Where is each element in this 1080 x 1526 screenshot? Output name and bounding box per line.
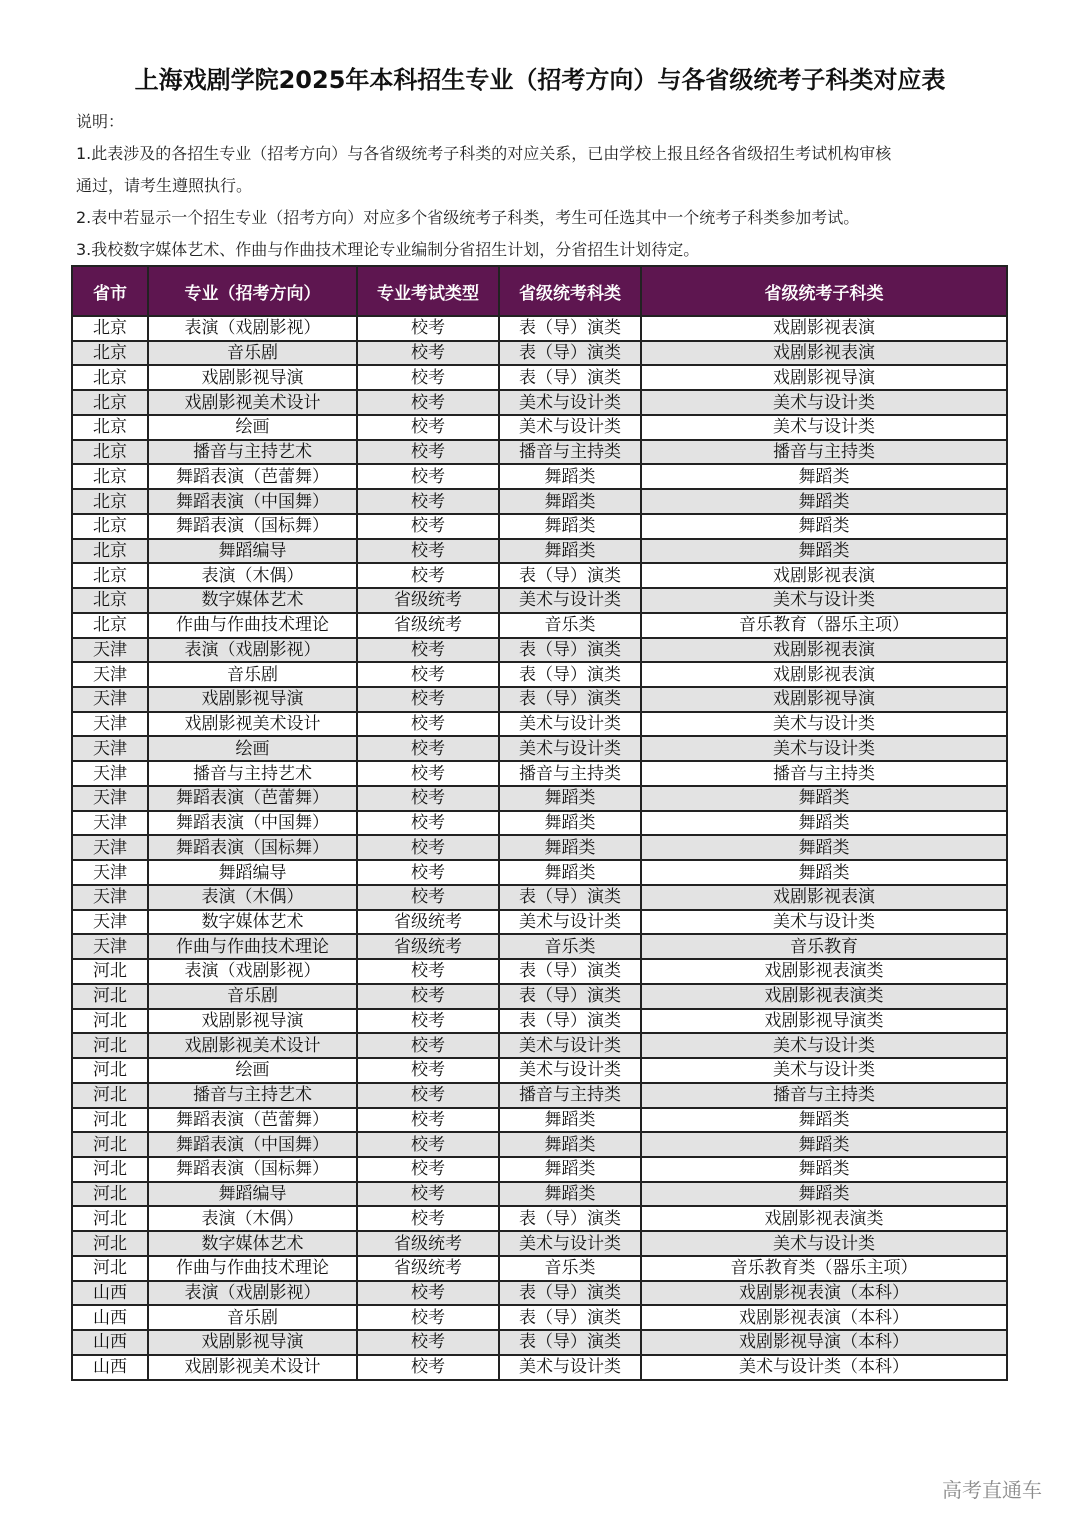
cell-major: 数字媒体艺术 [148,1231,357,1256]
cell-province: 河北 [72,1231,148,1256]
table-row [72,1281,1007,1306]
cell-province: 山西 [72,1305,148,1330]
header-category: 省级统考科类 [499,266,641,316]
cell-exam-type: 校考 [357,1058,499,1083]
cell-subcategory: 美术与设计类 [641,1058,1007,1083]
cell-exam-type: 省级统考 [357,1256,499,1281]
cell-subcategory: 舞蹈类 [641,464,1007,489]
cell-major: 表演（木偶） [148,885,357,910]
cell-category: 舞蹈类 [499,464,641,489]
note-line: 通过，请考生遵照执行。 [76,176,253,195]
table-row [72,390,1007,415]
cell-exam-type: 校考 [357,885,499,910]
cell-exam-type: 校考 [357,712,499,737]
cell-category: 舞蹈类 [499,1132,641,1157]
cell-exam-type: 校考 [357,489,499,514]
cell-province: 天津 [72,934,148,959]
cell-province: 北京 [72,514,148,539]
cell-category: 舞蹈类 [499,786,641,811]
cell-province: 山西 [72,1330,148,1355]
cell-subcategory: 戏剧影视导演 [641,365,1007,390]
cell-category: 表（导）演类 [499,1281,641,1306]
cell-major: 舞蹈表演（国标舞） [148,835,357,860]
cell-major: 播音与主持艺术 [148,761,357,786]
table-row [72,1009,1007,1034]
cell-subcategory: 美术与设计类 [641,1231,1007,1256]
note-line: 2.表中若显示一个招生专业（招考方向）对应多个省级统考子科类，考生可任选其中一个统考子科类参加考试。 [76,208,860,227]
cell-province: 天津 [72,786,148,811]
cell-category: 美术与设计类 [499,390,641,415]
cell-subcategory: 舞蹈类 [641,1132,1007,1157]
watermark: 高考直通车 [942,1478,1042,1502]
cell-major: 舞蹈表演（国标舞） [148,1157,357,1182]
cell-exam-type: 校考 [357,761,499,786]
cell-exam-type: 校考 [357,687,499,712]
table-row [72,984,1007,1009]
cell-category: 播音与主持类 [499,761,641,786]
cell-major: 舞蹈编导 [148,1182,357,1207]
cell-subcategory: 美术与设计类 [641,390,1007,415]
cell-exam-type: 省级统考 [357,934,499,959]
cell-exam-type: 省级统考 [357,613,499,638]
table-row [72,563,1007,588]
table-row [72,662,1007,687]
table-row [72,811,1007,836]
cell-exam-type: 校考 [357,1355,499,1380]
cell-category: 美术与设计类 [499,1355,641,1380]
cell-major: 舞蹈编导 [148,539,357,564]
cell-exam-type: 校考 [357,341,499,366]
cell-exam-type: 校考 [357,1108,499,1133]
cell-category: 表（导）演类 [499,316,641,341]
cell-subcategory: 音乐教育 [641,934,1007,959]
table-body [72,316,1007,1380]
cell-exam-type: 校考 [357,1330,499,1355]
cell-category: 美术与设计类 [499,1058,641,1083]
cell-category: 舞蹈类 [499,514,641,539]
table-row [72,934,1007,959]
cell-category: 表（导）演类 [499,662,641,687]
cell-category: 舞蹈类 [499,489,641,514]
cell-category: 美术与设计类 [499,712,641,737]
cell-category: 舞蹈类 [499,860,641,885]
cell-category: 美术与设计类 [499,1033,641,1058]
table-row [72,1058,1007,1083]
cell-province: 河北 [72,1009,148,1034]
cell-category: 美术与设计类 [499,910,641,935]
cell-major: 数字媒体艺术 [148,588,357,613]
cell-subcategory: 戏剧影视表演（本科） [641,1305,1007,1330]
cell-exam-type: 校考 [357,316,499,341]
table-row [72,1182,1007,1207]
cell-major: 播音与主持艺术 [148,1083,357,1108]
note-line: 3.我校数字媒体艺术、作曲与作曲技术理论专业编制分省招生计划，分省招生计划待定。 [76,240,700,259]
cell-major: 舞蹈编导 [148,860,357,885]
table-row [72,885,1007,910]
cell-province: 北京 [72,613,148,638]
cell-major: 戏剧影视导演 [148,1330,357,1355]
cell-exam-type: 校考 [357,1182,499,1207]
cell-exam-type: 校考 [357,1132,499,1157]
cell-major: 表演（戏剧影视） [148,316,357,341]
cell-major: 舞蹈表演（中国舞） [148,1132,357,1157]
cell-category: 音乐类 [499,934,641,959]
cell-exam-type: 校考 [357,811,499,836]
cell-major: 数字媒体艺术 [148,910,357,935]
cell-subcategory: 戏剧影视表演 [641,341,1007,366]
cell-category: 表（导）演类 [499,1305,641,1330]
cell-exam-type: 省级统考 [357,910,499,935]
cell-subcategory: 美术与设计类 [641,1033,1007,1058]
header-province: 省市 [72,266,148,316]
cell-subcategory: 戏剧影视表演 [641,662,1007,687]
cell-major: 戏剧影视美术设计 [148,390,357,415]
cell-province: 天津 [72,811,148,836]
cell-category: 表（导）演类 [499,1330,641,1355]
cell-province: 山西 [72,1355,148,1380]
table-row [72,588,1007,613]
cell-province: 河北 [72,1206,148,1231]
cell-category: 表（导）演类 [499,885,641,910]
header-subcategory: 省级统考子科类 [641,266,1007,316]
cell-major: 表演（木偶） [148,1206,357,1231]
cell-subcategory: 戏剧影视导演类 [641,1009,1007,1034]
cell-province: 山西 [72,1281,148,1306]
cell-subcategory: 戏剧影视表演 [641,563,1007,588]
table-header-row [72,266,1007,316]
cell-category: 表（导）演类 [499,984,641,1009]
cell-major: 绘画 [148,736,357,761]
table-row [72,638,1007,663]
cell-province: 河北 [72,1256,148,1281]
cell-province: 北京 [72,390,148,415]
cell-major: 舞蹈表演（芭蕾舞） [148,786,357,811]
cell-major: 戏剧影视导演 [148,365,357,390]
table-row [72,1206,1007,1231]
cell-province: 天津 [72,910,148,935]
cell-exam-type: 省级统考 [357,1231,499,1256]
cell-subcategory: 美术与设计类 [641,712,1007,737]
cell-major: 作曲与作曲技术理论 [148,613,357,638]
cell-exam-type: 校考 [357,415,499,440]
table-row [72,464,1007,489]
cell-category: 播音与主持类 [499,1083,641,1108]
cell-province: 北京 [72,539,148,564]
cell-category: 音乐类 [499,613,641,638]
cell-category: 美术与设计类 [499,588,641,613]
table-row [72,910,1007,935]
table-row [72,761,1007,786]
cell-major: 表演（戏剧影视） [148,638,357,663]
table-row [72,539,1007,564]
cell-subcategory: 舞蹈类 [641,514,1007,539]
cell-exam-type: 校考 [357,860,499,885]
cell-subcategory: 舞蹈类 [641,1108,1007,1133]
cell-subcategory: 戏剧影视表演 [641,885,1007,910]
cell-major: 表演（戏剧影视） [148,959,357,984]
page-title: 上海戏剧学院2025年本科招生专业（招考方向）与各省级统考子科类对应表 [134,66,946,94]
cell-province: 北京 [72,341,148,366]
cell-category: 表（导）演类 [499,1009,641,1034]
header-major: 专业（招考方向） [148,266,357,316]
cell-major: 戏剧影视美术设计 [148,1033,357,1058]
cell-subcategory: 美术与设计类 [641,736,1007,761]
table-row [72,1108,1007,1133]
cell-exam-type: 校考 [357,786,499,811]
cell-subcategory: 舞蹈类 [641,811,1007,836]
table-row [72,613,1007,638]
cell-province: 北京 [72,489,148,514]
correspondence-table [71,265,1008,1381]
cell-category: 播音与主持类 [499,440,641,465]
cell-province: 河北 [72,959,148,984]
cell-exam-type: 校考 [357,365,499,390]
cell-exam-type: 校考 [357,390,499,415]
cell-exam-type: 省级统考 [357,588,499,613]
cell-major: 戏剧影视美术设计 [148,712,357,737]
table-row [72,860,1007,885]
cell-category: 舞蹈类 [499,1157,641,1182]
table-row [72,1330,1007,1355]
cell-exam-type: 校考 [357,464,499,489]
table-row [72,1132,1007,1157]
cell-subcategory: 舞蹈类 [641,1157,1007,1182]
cell-subcategory: 戏剧影视导演（本科） [641,1330,1007,1355]
cell-category: 美术与设计类 [499,1231,641,1256]
cell-major: 戏剧影视导演 [148,687,357,712]
cell-subcategory: 舞蹈类 [641,539,1007,564]
table-row [72,712,1007,737]
cell-major: 表演（戏剧影视） [148,1281,357,1306]
cell-exam-type: 校考 [357,514,499,539]
table-row [72,415,1007,440]
cell-category: 表（导）演类 [499,365,641,390]
cell-exam-type: 校考 [357,563,499,588]
cell-major: 音乐剧 [148,662,357,687]
cell-subcategory: 美术与设计类 [641,910,1007,935]
table-row [72,1157,1007,1182]
cell-exam-type: 校考 [357,736,499,761]
cell-exam-type: 校考 [357,440,499,465]
cell-subcategory: 美术与设计类 [641,415,1007,440]
cell-category: 表（导）演类 [499,341,641,366]
cell-exam-type: 校考 [357,1206,499,1231]
note-line: 1.此表涉及的各招生专业（招考方向）与各省级统考子科类的对应关系，已由学校上报且经各省级招生考试机构审核 [76,144,892,163]
cell-category: 表（导）演类 [499,959,641,984]
cell-subcategory: 戏剧影视表演类 [641,1206,1007,1231]
cell-subcategory: 戏剧影视导演 [641,687,1007,712]
table-row [72,687,1007,712]
cell-province: 北京 [72,365,148,390]
cell-province: 天津 [72,835,148,860]
cell-province: 天津 [72,860,148,885]
table-row [72,736,1007,761]
cell-province: 天津 [72,761,148,786]
cell-subcategory: 播音与主持类 [641,761,1007,786]
cell-subcategory: 舞蹈类 [641,786,1007,811]
cell-category: 音乐类 [499,1256,641,1281]
table-row [72,341,1007,366]
cell-province: 河北 [72,1157,148,1182]
cell-subcategory: 播音与主持类 [641,440,1007,465]
cell-subcategory: 戏剧影视表演（本科） [641,1281,1007,1306]
header-exam-type: 专业考试类型 [357,266,499,316]
cell-exam-type: 校考 [357,959,499,984]
table-row [72,1305,1007,1330]
cell-subcategory: 戏剧影视表演 [641,638,1007,663]
cell-category: 美术与设计类 [499,415,641,440]
cell-major: 音乐剧 [148,984,357,1009]
cell-province: 北京 [72,440,148,465]
cell-province: 天津 [72,638,148,663]
cell-category: 表（导）演类 [499,638,641,663]
cell-province: 北京 [72,316,148,341]
cell-major: 音乐剧 [148,1305,357,1330]
cell-province: 天津 [72,885,148,910]
cell-province: 北京 [72,588,148,613]
cell-subcategory: 舞蹈类 [641,835,1007,860]
cell-exam-type: 校考 [357,984,499,1009]
table-row [72,440,1007,465]
cell-category: 表（导）演类 [499,687,641,712]
cell-subcategory: 播音与主持类 [641,1083,1007,1108]
cell-province: 河北 [72,1108,148,1133]
table-row [72,1355,1007,1380]
cell-exam-type: 校考 [357,1305,499,1330]
cell-major: 戏剧影视美术设计 [148,1355,357,1380]
cell-subcategory: 音乐教育（器乐主项） [641,613,1007,638]
cell-category: 美术与设计类 [499,736,641,761]
cell-province: 河北 [72,1083,148,1108]
cell-exam-type: 校考 [357,1083,499,1108]
cell-province: 天津 [72,687,148,712]
cell-major: 作曲与作曲技术理论 [148,1256,357,1281]
table-row [72,316,1007,341]
cell-subcategory: 音乐教育类（器乐主项） [641,1256,1007,1281]
cell-major: 表演（木偶） [148,563,357,588]
table-row [72,365,1007,390]
cell-subcategory: 戏剧影视表演类 [641,959,1007,984]
cell-category: 舞蹈类 [499,539,641,564]
cell-major: 播音与主持艺术 [148,440,357,465]
cell-subcategory: 舞蹈类 [641,489,1007,514]
cell-subcategory: 美术与设计类 [641,588,1007,613]
cell-exam-type: 校考 [357,1157,499,1182]
cell-major: 舞蹈表演（中国舞） [148,489,357,514]
table-row [72,514,1007,539]
cell-major: 音乐剧 [148,341,357,366]
table-row [72,1231,1007,1256]
cell-major: 舞蹈表演（芭蕾舞） [148,1108,357,1133]
cell-major: 绘画 [148,1058,357,1083]
cell-exam-type: 校考 [357,638,499,663]
cell-subcategory: 舞蹈类 [641,860,1007,885]
cell-province: 北京 [72,464,148,489]
cell-subcategory: 美术与设计类（本科） [641,1355,1007,1380]
cell-exam-type: 校考 [357,539,499,564]
cell-category: 舞蹈类 [499,811,641,836]
cell-exam-type: 校考 [357,1033,499,1058]
cell-province: 河北 [72,1058,148,1083]
cell-subcategory: 舞蹈类 [641,1182,1007,1207]
cell-province: 天津 [72,662,148,687]
cell-category: 舞蹈类 [499,1108,641,1133]
cell-province: 河北 [72,984,148,1009]
cell-province: 北京 [72,563,148,588]
cell-province: 天津 [72,736,148,761]
cell-subcategory: 戏剧影视表演 [641,316,1007,341]
cell-exam-type: 校考 [357,835,499,860]
table-row [72,835,1007,860]
cell-major: 舞蹈表演（国标舞） [148,514,357,539]
cell-major: 舞蹈表演（芭蕾舞） [148,464,357,489]
table-row [72,1083,1007,1108]
cell-province: 河北 [72,1033,148,1058]
notes-section [76,106,1016,266]
table-row [72,1033,1007,1058]
cell-category: 舞蹈类 [499,1182,641,1207]
table-row [72,959,1007,984]
cell-province: 河北 [72,1132,148,1157]
cell-category: 舞蹈类 [499,835,641,860]
cell-province: 天津 [72,712,148,737]
table-row [72,786,1007,811]
table-row [72,1256,1007,1281]
cell-province: 河北 [72,1182,148,1207]
cell-category: 表（导）演类 [499,563,641,588]
cell-major: 舞蹈表演（中国舞） [148,811,357,836]
cell-exam-type: 校考 [357,1281,499,1306]
cell-category: 表（导）演类 [499,1206,641,1231]
cell-major: 绘画 [148,415,357,440]
notes-heading: 说明： [76,112,125,131]
cell-province: 北京 [72,415,148,440]
cell-subcategory: 戏剧影视表演类 [641,984,1007,1009]
cell-exam-type: 校考 [357,1009,499,1034]
cell-exam-type: 校考 [357,662,499,687]
cell-major: 作曲与作曲技术理论 [148,934,357,959]
table-row [72,489,1007,514]
cell-major: 戏剧影视导演 [148,1009,357,1034]
